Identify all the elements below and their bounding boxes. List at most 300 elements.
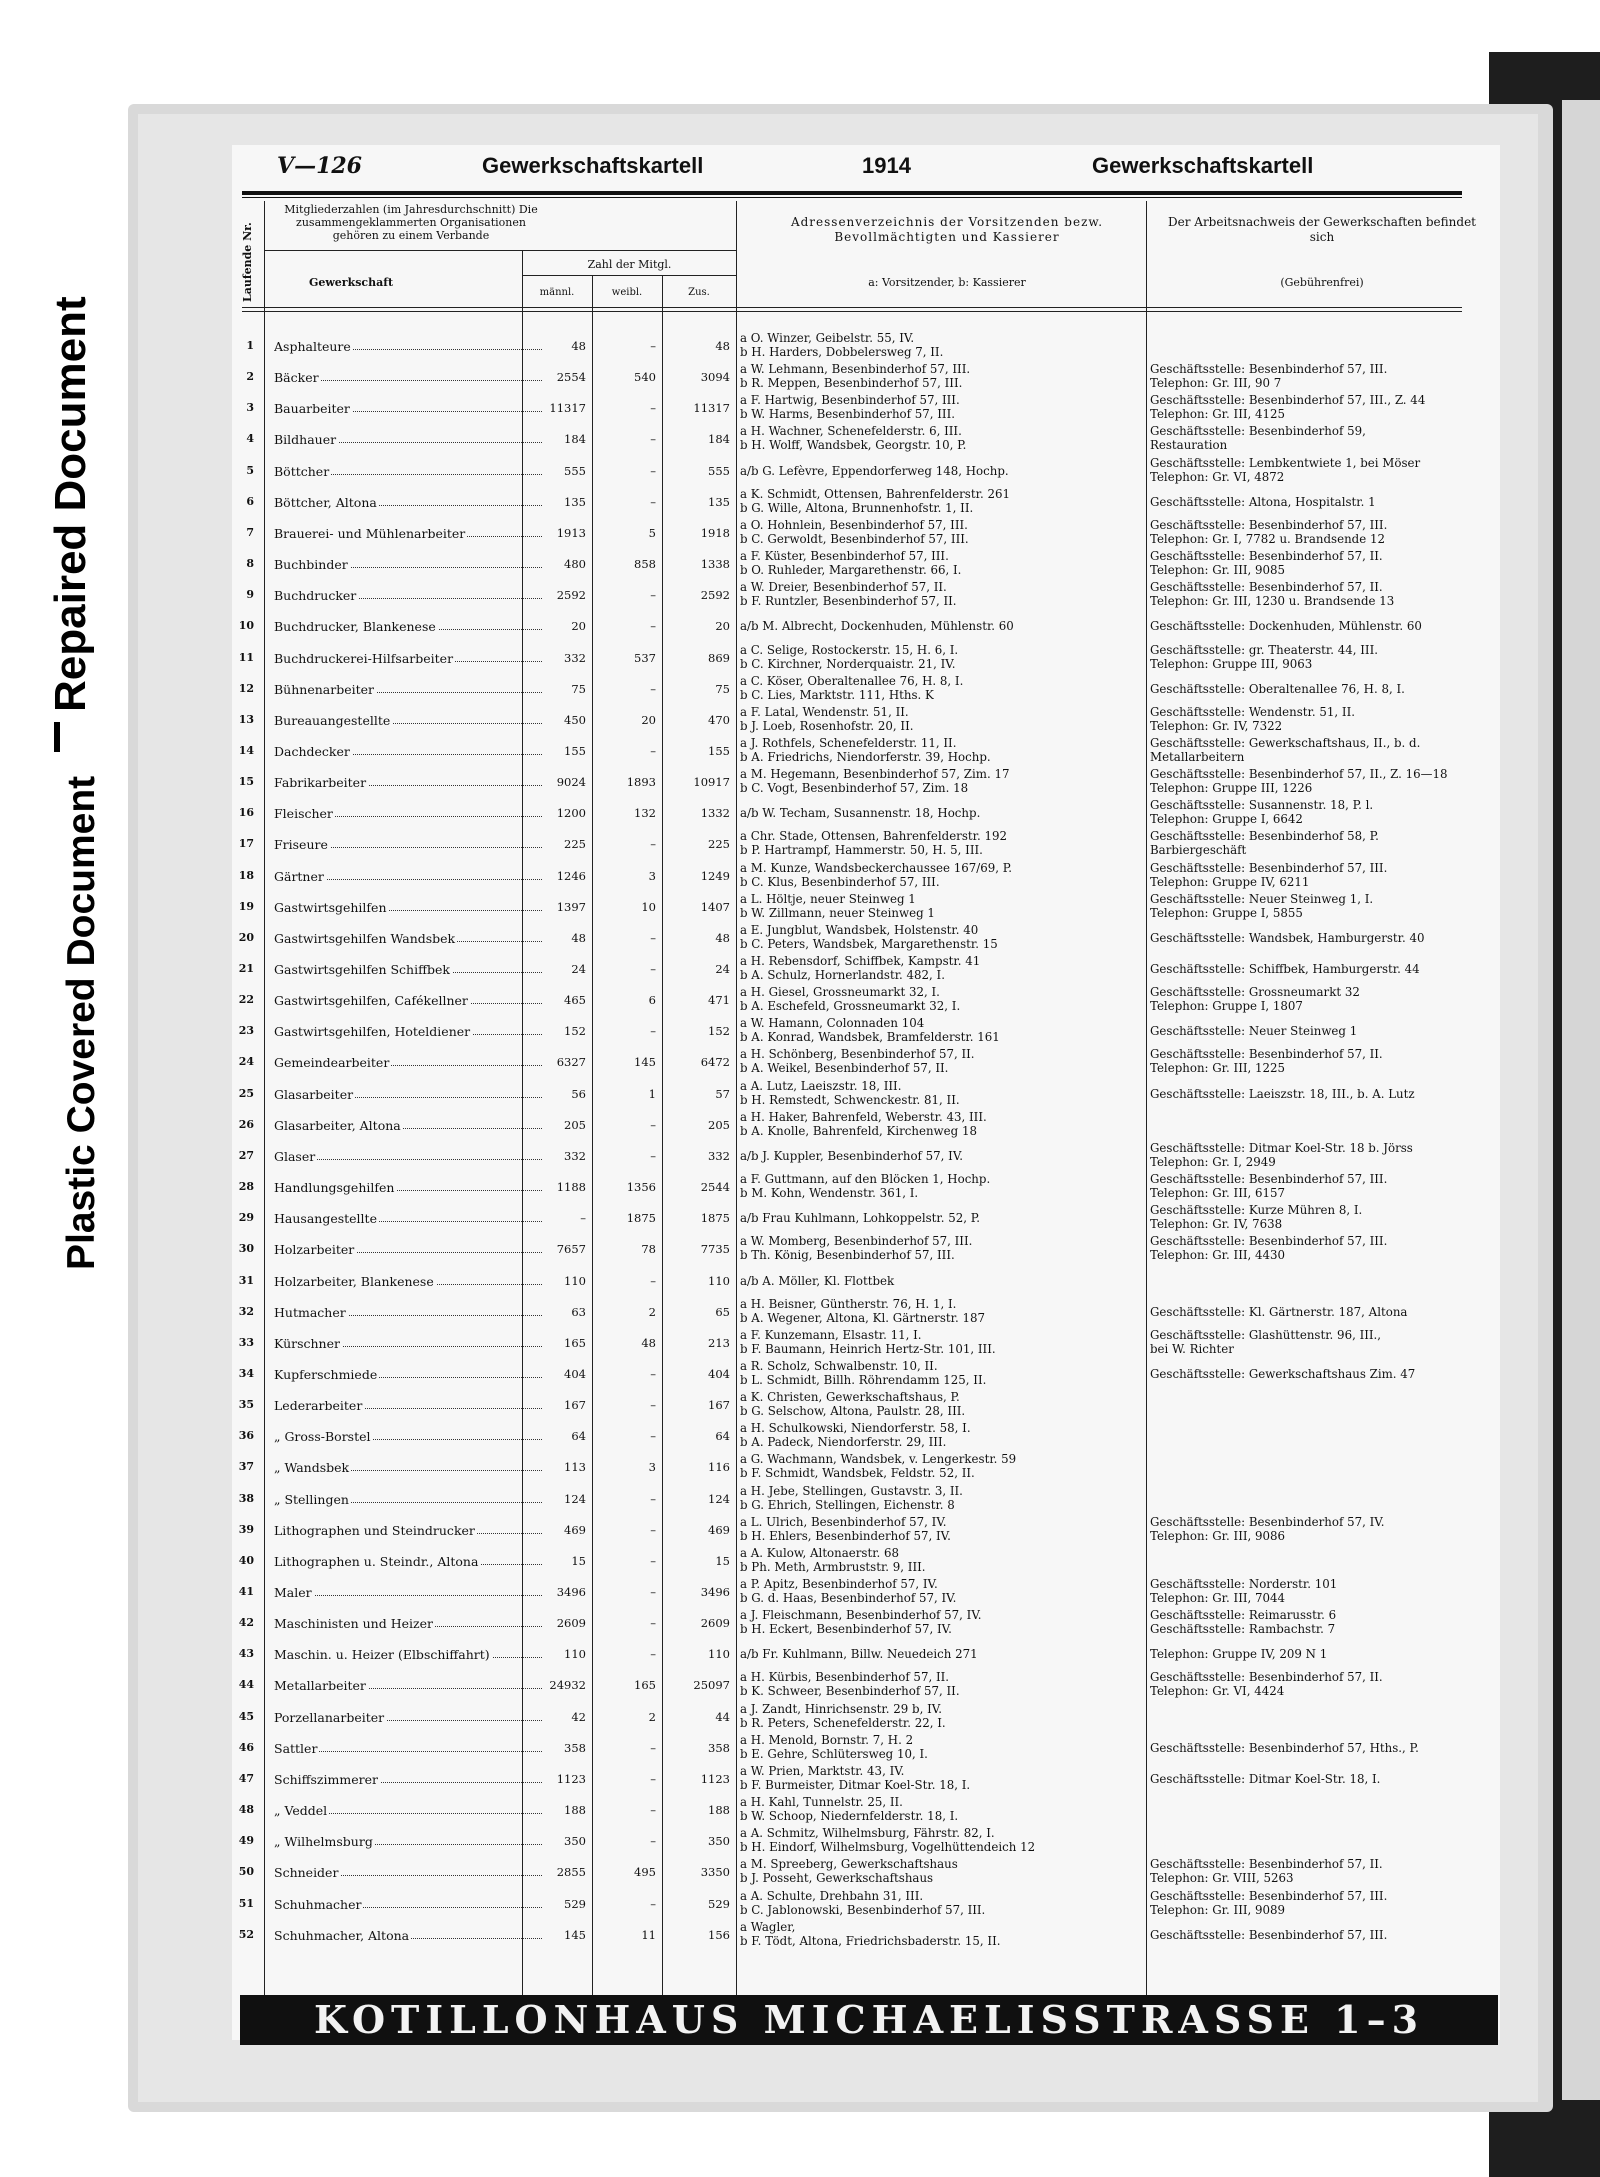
address-entry-line: a J. Zandt, Hinrichsenstr. 29 b, IV. bbox=[740, 1701, 942, 1716]
address-entry-line: a W. Momberg, Besenbinderhof 57, III. bbox=[740, 1234, 973, 1249]
address-entry bbox=[740, 393, 1180, 421]
members-male: 480 bbox=[564, 557, 586, 572]
address-entry-line: a M. Spreeberg, Gewerkschaftshaus bbox=[740, 1857, 958, 1872]
table-row bbox=[232, 1577, 1500, 1608]
address-entry-line: a/b Frau Kuhlmann, Lohkoppelstr. 52, P. bbox=[740, 1211, 981, 1226]
address-entry bbox=[740, 619, 1180, 633]
members-total: 152 bbox=[708, 1024, 730, 1039]
members-male: 135 bbox=[564, 494, 586, 509]
row-number: 32 bbox=[238, 1304, 254, 1318]
union-name: Porzellanarbeiter bbox=[274, 1709, 385, 1725]
address-entry bbox=[740, 1670, 1180, 1698]
address-entry-line: b Th. König, Besenbinderhof 57, III. bbox=[740, 1248, 955, 1263]
row-number: 15 bbox=[238, 775, 254, 789]
union-name: Schneider bbox=[274, 1865, 339, 1881]
members-total: 555 bbox=[708, 463, 730, 478]
address-entry-line: a A. Lutz, Laeiszstr. 18, III. bbox=[740, 1078, 902, 1093]
union-name-cell bbox=[274, 1429, 544, 1444]
members-female: – bbox=[650, 1429, 656, 1444]
table-row bbox=[232, 393, 1500, 424]
table-row bbox=[232, 424, 1500, 455]
union-name: Asphalteure bbox=[274, 339, 351, 354]
members-total: 156 bbox=[708, 1927, 730, 1942]
address-entry-line: a J. Rothfels, Schenefelderstr. 11, II. bbox=[740, 735, 957, 750]
union-name: Buchdrucker bbox=[274, 588, 357, 604]
labour-exchange-entry bbox=[1150, 1515, 1500, 1543]
members-female: 20 bbox=[641, 712, 656, 727]
members-male: 350 bbox=[564, 1834, 586, 1849]
labour-exchange-entry-line: Geschäftsstelle: Besenbinderhof 57, II. bbox=[1150, 1857, 1383, 1872]
table-row bbox=[232, 1266, 1500, 1297]
address-entry bbox=[740, 736, 1180, 764]
labour-exchange-entry bbox=[1150, 1857, 1500, 1885]
address-entry bbox=[740, 829, 1180, 857]
members-total: 1123 bbox=[700, 1771, 730, 1786]
labour-exchange-entry bbox=[1150, 892, 1500, 920]
row-number: 28 bbox=[238, 1180, 254, 1194]
address-entry-line: b C. Kirchner, Norderquaistr. 21, IV. bbox=[740, 656, 956, 671]
table-row bbox=[232, 1421, 1500, 1452]
address-entry-line: b C. Jablonowski, Besenbinderhof 57, III. bbox=[740, 1902, 986, 1917]
members-male: 332 bbox=[564, 1148, 586, 1163]
table-row bbox=[232, 580, 1500, 611]
grid-line bbox=[264, 250, 736, 251]
union-name: Lithographen u. Steindr., Altona bbox=[274, 1553, 479, 1569]
labour-exchange-entry-line: Telephon: Gr. I, 2949 bbox=[1150, 1154, 1276, 1169]
members-male: 1123 bbox=[556, 1771, 586, 1786]
row-number: 17 bbox=[238, 837, 254, 851]
table-row bbox=[232, 1234, 1500, 1265]
address-entry-line: a H. Menold, Bornstr. 7, H. 2 bbox=[740, 1732, 914, 1747]
members-male: 48 bbox=[571, 339, 586, 353]
members-female: – bbox=[650, 1273, 656, 1288]
table-row bbox=[232, 1639, 1500, 1670]
members-male: 2609 bbox=[556, 1616, 586, 1631]
row-number: 31 bbox=[238, 1273, 254, 1287]
table-row bbox=[232, 1016, 1500, 1047]
address-entry bbox=[740, 1764, 1180, 1792]
row-number: 21 bbox=[238, 962, 254, 975]
table-row bbox=[232, 549, 1500, 580]
members-male: 2592 bbox=[556, 588, 586, 603]
address-entry bbox=[740, 1149, 1180, 1163]
members-female: – bbox=[650, 1553, 656, 1568]
labour-exchange-entry bbox=[1150, 1328, 1500, 1356]
labour-exchange-entry-line: Geschäftsstelle: Reimarusstr. 6 bbox=[1150, 1608, 1337, 1623]
labour-exchange-entry bbox=[1150, 424, 1500, 452]
members-female: – bbox=[650, 494, 656, 509]
members-total: 1407 bbox=[700, 899, 730, 914]
members-female: – bbox=[650, 401, 656, 416]
labour-exchange-entry bbox=[1150, 1234, 1500, 1262]
labour-exchange-entry bbox=[1150, 1047, 1500, 1075]
members-female: 540 bbox=[634, 370, 656, 385]
labour-exchange-entry-line: Geschäftsstelle: Gewerkschaftshaus, II., b. d. bbox=[1150, 735, 1421, 750]
union-name-cell bbox=[274, 713, 544, 728]
address-entry-line: a M. Hegemann, Besenbinderhof 57, Zim. 17 bbox=[740, 767, 1010, 782]
union-name: Gastwirtsgehilfen, Hoteldiener bbox=[274, 1024, 471, 1040]
address-entry-line: b F. Baumann, Heinrich Hertz-Str. 101, III. bbox=[740, 1341, 996, 1356]
members-female: 10 bbox=[641, 899, 656, 914]
row-number: 3 bbox=[246, 401, 254, 415]
labour-exchange-entry-line: Geschäftsstelle: Wandsbek, Hamburgerstr. 40 bbox=[1150, 930, 1425, 945]
labour-exchange-entry-line: Geschäftsstelle: Kurze Mühren 8, I. bbox=[1150, 1203, 1363, 1218]
members-total: 25097 bbox=[693, 1678, 730, 1693]
address-entry bbox=[740, 1546, 1180, 1574]
row-number: 2 bbox=[246, 370, 254, 384]
address-entry bbox=[740, 954, 1180, 982]
members-total: 6472 bbox=[700, 1055, 730, 1070]
row-number: 29 bbox=[238, 1211, 254, 1225]
union-name: Böttcher bbox=[274, 463, 330, 479]
members-male: 465 bbox=[564, 993, 586, 1008]
labour-exchange-entry bbox=[1150, 1087, 1500, 1101]
row-number: 47 bbox=[238, 1771, 254, 1785]
union-name-cell bbox=[274, 869, 544, 884]
table-row bbox=[232, 1826, 1500, 1857]
members-female: – bbox=[650, 1148, 656, 1163]
union-name: Lithographen und Steindrucker bbox=[274, 1522, 475, 1538]
labour-exchange-entry bbox=[1150, 736, 1500, 764]
union-name: Kupferschmiede bbox=[274, 1366, 378, 1382]
members-total: 110 bbox=[708, 1647, 730, 1662]
address-entry bbox=[740, 1390, 1180, 1418]
labour-exchange-entry-line: Geschäftsstelle: Besenbinderhof 57, III. bbox=[1150, 1172, 1388, 1187]
address-entry-line: b L. Schmidt, Billh. Röhrendamm 125, II. bbox=[740, 1372, 987, 1387]
union-name-cell bbox=[274, 1834, 544, 1849]
labour-exchange-entry-line: Telephon: Gr. III, 4430 bbox=[1150, 1248, 1286, 1263]
union-name-cell bbox=[274, 1492, 544, 1507]
union-name: Gastwirtsgehilfen Schiffbek bbox=[274, 962, 450, 977]
table-row bbox=[232, 1795, 1500, 1826]
members-male: 124 bbox=[564, 1491, 586, 1506]
labour-exchange-entry bbox=[1150, 619, 1500, 633]
members-total: 167 bbox=[708, 1398, 730, 1413]
members-total: 10917 bbox=[693, 775, 730, 790]
address-entry bbox=[740, 767, 1180, 795]
address-entry bbox=[740, 1110, 1180, 1138]
members-total: 11317 bbox=[693, 401, 730, 416]
labour-exchange-entry-line: Telephon: Gr. III, 9085 bbox=[1150, 563, 1286, 578]
table-row bbox=[232, 1670, 1500, 1701]
advertisement-banner: KOTILLONHAUS MICHAELISSTRASSE 1–3 bbox=[240, 1995, 1498, 2045]
union-name-cell bbox=[274, 588, 544, 603]
union-name-cell bbox=[274, 1741, 544, 1756]
union-name-cell bbox=[274, 806, 544, 821]
union-name-cell bbox=[274, 900, 544, 915]
address-entry-line: b H. Ehlers, Besenbinderhof 57, IV. bbox=[740, 1528, 951, 1543]
row-number: 7 bbox=[246, 525, 254, 539]
union-name: Fleischer bbox=[274, 806, 333, 822]
address-entry bbox=[740, 705, 1180, 733]
address-entry-line: b A. Knolle, Bahrenfeld, Kirchenweg 18 bbox=[740, 1123, 977, 1138]
union-name: Gastwirtsgehilfen bbox=[274, 899, 387, 915]
members-female: – bbox=[650, 743, 656, 758]
row-number: 49 bbox=[238, 1834, 254, 1848]
members-male: 332 bbox=[564, 650, 586, 665]
union-name: Buchdruckerei-Hilfsarbeiter bbox=[274, 650, 454, 666]
members-male: 15 bbox=[571, 1553, 586, 1568]
union-name: Holzarbeiter bbox=[274, 1242, 355, 1258]
address-entry-line: b A. Padeck, Niendorferstr. 29, III. bbox=[740, 1435, 947, 1450]
labour-exchange-entry-line: Geschäftsstelle: Dockenhuden, Mühlenstr. 60 bbox=[1150, 619, 1422, 634]
address-entry bbox=[740, 1047, 1180, 1075]
members-female: – bbox=[650, 619, 656, 634]
address-entry-line: b A. Friedrichs, Niendorferstr. 39, Hochp. bbox=[740, 749, 991, 764]
members-male: 56 bbox=[571, 1086, 586, 1101]
col-head-address-note: a: Vorsitzender, b: Kassierer bbox=[868, 276, 1026, 289]
col-head-work-note: (Gebührenfrei) bbox=[1280, 276, 1364, 289]
header-left-title: Gewerkschaftskartell bbox=[482, 153, 704, 178]
members-total: 404 bbox=[708, 1366, 730, 1381]
row-number: 48 bbox=[238, 1803, 254, 1817]
union-name: Kürschner bbox=[274, 1335, 340, 1351]
address-entry-line: a K. Christen, Gewerkschaftshaus, P. bbox=[740, 1390, 960, 1405]
table-row bbox=[232, 1515, 1500, 1546]
members-male: 6327 bbox=[556, 1055, 586, 1070]
address-entry-line: b P. Hartrampf, Hammerstr. 50, H. 5, III. bbox=[740, 843, 983, 858]
row-number: 9 bbox=[246, 588, 254, 602]
row-number: 22 bbox=[238, 993, 254, 1007]
members-male: 469 bbox=[564, 1522, 586, 1537]
union-name: Böttcher, Altona bbox=[274, 494, 377, 510]
union-name-cell bbox=[274, 682, 544, 697]
address-entry-line: a Chr. Stade, Ottensen, Bahrenfelderstr. 192 bbox=[740, 829, 1007, 844]
row-number: 19 bbox=[238, 899, 254, 913]
address-entry-line: b A. Konrad, Wandsbek, Bramfelderstr. 161 bbox=[740, 1030, 1000, 1045]
union-name: „ Gross-Borstel bbox=[274, 1429, 371, 1445]
page-header bbox=[232, 145, 1500, 189]
table-row bbox=[232, 985, 1500, 1016]
union-name-cell bbox=[274, 962, 544, 977]
labour-exchange-entry-line: Geschäftsstelle: Oberaltenallee 76, H. 8, I. bbox=[1150, 681, 1405, 696]
table-row bbox=[232, 892, 1500, 923]
address-entry-line: b G. Wille, Altona, Brunnenhofstr. 1, II. bbox=[740, 500, 974, 515]
table-row bbox=[232, 1079, 1500, 1110]
members-female: – bbox=[650, 1834, 656, 1849]
labour-exchange-entry-line: Telephon: Gr. III, 6157 bbox=[1150, 1186, 1286, 1201]
address-entry-line: a H. Haker, Bahrenfeld, Weberstr. 43, III. bbox=[740, 1109, 987, 1124]
address-entry bbox=[740, 331, 1180, 359]
table-row bbox=[232, 767, 1500, 798]
address-entry-line: a/b W. Techam, Susannenstr. 18, Hochp. bbox=[740, 806, 981, 821]
address-entry-line: b F. Schmidt, Wandsbek, Feldstr. 52, II. bbox=[740, 1466, 975, 1481]
address-entry-line: a E. Jungblut, Wandsbek, Holstenstr. 40 bbox=[740, 922, 979, 937]
address-entry-line: a/b Fr. Kuhlmann, Billw. Neuedeich 271 bbox=[740, 1647, 978, 1662]
union-name: Schuhmacher bbox=[274, 1896, 362, 1912]
address-entry-line: b J. Loeb, Rosenhofstr. 20, II. bbox=[740, 718, 914, 733]
address-entry-line: a/b J. Kuppler, Besenbinderhof 57, IV. bbox=[740, 1148, 964, 1163]
union-name-cell bbox=[274, 464, 544, 479]
labour-exchange-entry bbox=[1150, 1367, 1500, 1381]
address-entry-line: a G. Wachmann, Wandsbek, v. Lengerkestr. 59 bbox=[740, 1452, 1017, 1467]
address-entry bbox=[740, 1608, 1180, 1636]
labour-exchange-entry-line: Geschäftsstelle: Besenbinderhof 57, III., Z. 44 bbox=[1150, 393, 1426, 408]
address-entry-line: b A. Wegener, Altona, Kl. Gärtnerstr. 187 bbox=[740, 1310, 985, 1325]
union-name: Friseure bbox=[274, 837, 328, 853]
union-name-cell bbox=[274, 1865, 544, 1880]
union-name-cell bbox=[274, 526, 544, 541]
row-number: 20 bbox=[238, 930, 254, 944]
address-entry bbox=[740, 487, 1180, 515]
union-name-cell bbox=[274, 1305, 544, 1320]
row-number: 46 bbox=[238, 1740, 254, 1754]
labour-exchange-entry bbox=[1150, 362, 1500, 390]
union-name-cell bbox=[274, 401, 544, 416]
members-female: – bbox=[650, 463, 656, 478]
labour-exchange-entry bbox=[1150, 1172, 1500, 1200]
members-female: 6 bbox=[648, 993, 656, 1008]
union-name-cell bbox=[274, 1242, 544, 1257]
row-number: 11 bbox=[238, 650, 254, 664]
union-name-cell bbox=[274, 1398, 544, 1413]
address-entry bbox=[740, 1733, 1180, 1761]
union-name: Holzarbeiter, Blankenese bbox=[274, 1273, 434, 1289]
labour-exchange-entry-line: Telephon: Gr. III, 7044 bbox=[1150, 1591, 1286, 1605]
members-female: – bbox=[650, 837, 656, 852]
labour-exchange-entry bbox=[1150, 580, 1500, 608]
labour-exchange-entry-line: Telephon: Gruppe I, 5855 bbox=[1150, 905, 1303, 920]
col-head-members-title: Mitgliederzahlen (im Jahresdurchschnitt) Die zusammengeklammerten Organisationen gehören zu einem Verbande bbox=[284, 203, 538, 242]
table-row bbox=[232, 518, 1500, 549]
members-male: – bbox=[580, 1211, 586, 1226]
union-name-cell bbox=[274, 744, 544, 759]
labour-exchange-entry-line: Geschäftsstelle: Besenbinderhof 59, bbox=[1150, 424, 1366, 439]
labour-exchange-entry bbox=[1150, 1889, 1500, 1917]
members-total: 188 bbox=[708, 1803, 730, 1818]
table-row bbox=[232, 1452, 1500, 1483]
union-name-cell bbox=[274, 1024, 544, 1039]
address-entry-line: a W. Lehmann, Besenbinderhof 57, III. bbox=[740, 362, 971, 377]
union-name-cell bbox=[274, 931, 544, 946]
address-entry bbox=[740, 674, 1180, 702]
members-female: 2 bbox=[648, 1304, 656, 1319]
address-entry-line: a H. Giesel, Grossneumarkt 32, I. bbox=[740, 985, 940, 1000]
labour-exchange-entry-line: Geschäftsstelle: Susannenstr. 18, P. l. bbox=[1150, 798, 1374, 813]
members-total: 116 bbox=[708, 1460, 730, 1475]
table-row bbox=[232, 643, 1500, 674]
row-number: 18 bbox=[238, 868, 254, 882]
members-total: 358 bbox=[708, 1740, 730, 1755]
members-total: 124 bbox=[708, 1491, 730, 1506]
labour-exchange-entry-line: Metallarbeitern bbox=[1150, 749, 1245, 764]
members-male: 450 bbox=[564, 712, 586, 727]
row-number: 6 bbox=[246, 494, 254, 508]
members-male: 145 bbox=[564, 1927, 586, 1942]
header-rule bbox=[242, 191, 1462, 195]
labour-exchange-entry bbox=[1150, 393, 1500, 421]
address-entry bbox=[740, 1484, 1180, 1512]
members-total: 75 bbox=[715, 681, 730, 696]
address-entry bbox=[740, 1328, 1180, 1356]
row-number: 8 bbox=[246, 557, 254, 571]
members-total: 3496 bbox=[700, 1585, 730, 1599]
address-entry-line: b C. Klus, Besenbinderhof 57, III. bbox=[740, 874, 940, 889]
address-entry bbox=[740, 1211, 1180, 1225]
labour-exchange-entry-line: Telephon: Gr. III, 1230 u. Brandsende 13 bbox=[1150, 594, 1395, 609]
row-number: 25 bbox=[238, 1086, 254, 1100]
row-number: 26 bbox=[238, 1117, 254, 1131]
labour-exchange-entry-line: Geschäftsstelle: Besenbinderhof 57, II. bbox=[1150, 580, 1383, 595]
members-female: – bbox=[650, 930, 656, 945]
address-entry-line: a/b M. Albrecht, Dockenhuden, Mühlenstr. 60 bbox=[740, 619, 1014, 634]
table-row bbox=[232, 1920, 1500, 1951]
table-row bbox=[232, 611, 1500, 642]
labour-exchange-entry-line: Telephon: Gruppe III, 9063 bbox=[1150, 656, 1313, 671]
union-name: „ Wilhelmsburg bbox=[274, 1834, 373, 1850]
address-entry-line: b F. Tödt, Altona, Friedrichsbaderstr. 15, II. bbox=[740, 1933, 1001, 1948]
labour-exchange-entry-line: Geschäftsstelle: gr. Theaterstr. 44, III. bbox=[1150, 642, 1378, 657]
union-name: „ Stellingen bbox=[274, 1491, 349, 1507]
union-name-cell bbox=[274, 1118, 544, 1133]
address-entry-line: b F. Burmeister, Ditmar Koel-Str. 18, I. bbox=[740, 1777, 971, 1792]
labour-exchange-entry-line: Geschäftsstelle: Ditmar Koel-Str. 18, I. bbox=[1150, 1771, 1381, 1786]
union-name: Schiffszimmerer bbox=[274, 1771, 378, 1787]
table-row bbox=[232, 487, 1500, 518]
row-number: 43 bbox=[238, 1647, 254, 1661]
union-name: Maschin. u. Heizer (Elbschiffahrt) bbox=[274, 1647, 490, 1663]
labour-exchange-entry bbox=[1150, 985, 1500, 1013]
address-entry-line: a C. Köser, Oberaltenallee 76, H. 8, I. bbox=[740, 673, 964, 688]
address-entry-line: a A. Schulte, Drehbahn 31, III. bbox=[740, 1888, 924, 1903]
members-male: 110 bbox=[564, 1273, 586, 1288]
table-row bbox=[232, 362, 1500, 393]
union-name-cell bbox=[274, 1367, 544, 1382]
address-entry-line: a J. Fleischmann, Besenbinderhof 57, IV. bbox=[740, 1608, 982, 1623]
table-row bbox=[232, 736, 1500, 767]
labour-exchange-entry bbox=[1150, 1772, 1500, 1786]
union-name-cell bbox=[274, 1149, 544, 1164]
members-male: 7657 bbox=[556, 1242, 586, 1257]
members-total: 44 bbox=[715, 1709, 730, 1724]
union-name-cell bbox=[274, 1211, 544, 1226]
union-name: Metallarbeiter bbox=[274, 1678, 366, 1694]
address-entry-line: b C. Peters, Wandsbek, Margarethenstr. 15 bbox=[740, 936, 998, 951]
members-female: 537 bbox=[634, 650, 656, 665]
labour-exchange-entry bbox=[1150, 682, 1500, 696]
members-female: – bbox=[650, 1896, 656, 1911]
labour-exchange-entry-line: Telephon: Gr. IV, 7638 bbox=[1150, 1217, 1283, 1232]
table-row bbox=[232, 829, 1500, 860]
labour-exchange-entry-line: Barbiergeschäft bbox=[1150, 843, 1247, 858]
address-entry-line: a A. Schmitz, Wilhelmsburg, Fährstr. 82, I. bbox=[740, 1826, 995, 1841]
union-name-cell bbox=[274, 1678, 544, 1693]
address-entry-line: a C. Selige, Rostockerstr. 15, H. 6, I. bbox=[740, 642, 959, 657]
row-number: 24 bbox=[238, 1055, 254, 1069]
address-entry-line: a Wagler, bbox=[740, 1919, 796, 1934]
union-name-cell bbox=[274, 1336, 544, 1351]
members-female: – bbox=[650, 1740, 656, 1755]
labour-exchange-entry-line: Geschäftsstelle: Grossneumarkt 32 bbox=[1150, 985, 1360, 1000]
members-female: 48 bbox=[641, 1335, 656, 1350]
members-male: 404 bbox=[564, 1366, 586, 1381]
address-entry bbox=[740, 424, 1180, 452]
labour-exchange-entry-line: Geschäftsstelle: Norderstr. 101 bbox=[1150, 1577, 1338, 1591]
labour-exchange-entry-line: Geschäftsstelle: Besenbinderhof 57, II. bbox=[1150, 1047, 1383, 1062]
address-entry bbox=[740, 1577, 1180, 1605]
union-name-cell bbox=[274, 1647, 544, 1662]
members-male: 48 bbox=[571, 930, 586, 945]
union-name-cell bbox=[274, 495, 544, 510]
address-entry-line: a R. Scholz, Schwalbenstr. 10, II. bbox=[740, 1358, 938, 1373]
members-female: – bbox=[650, 1803, 656, 1818]
address-entry bbox=[740, 362, 1180, 390]
members-male: 2855 bbox=[556, 1865, 586, 1880]
row-number: 51 bbox=[238, 1896, 254, 1910]
address-entry-line: b H. Remstedt, Schwenckestr. 81, II. bbox=[740, 1092, 960, 1107]
members-total: 24 bbox=[715, 962, 730, 976]
union-name-cell bbox=[274, 1585, 544, 1600]
